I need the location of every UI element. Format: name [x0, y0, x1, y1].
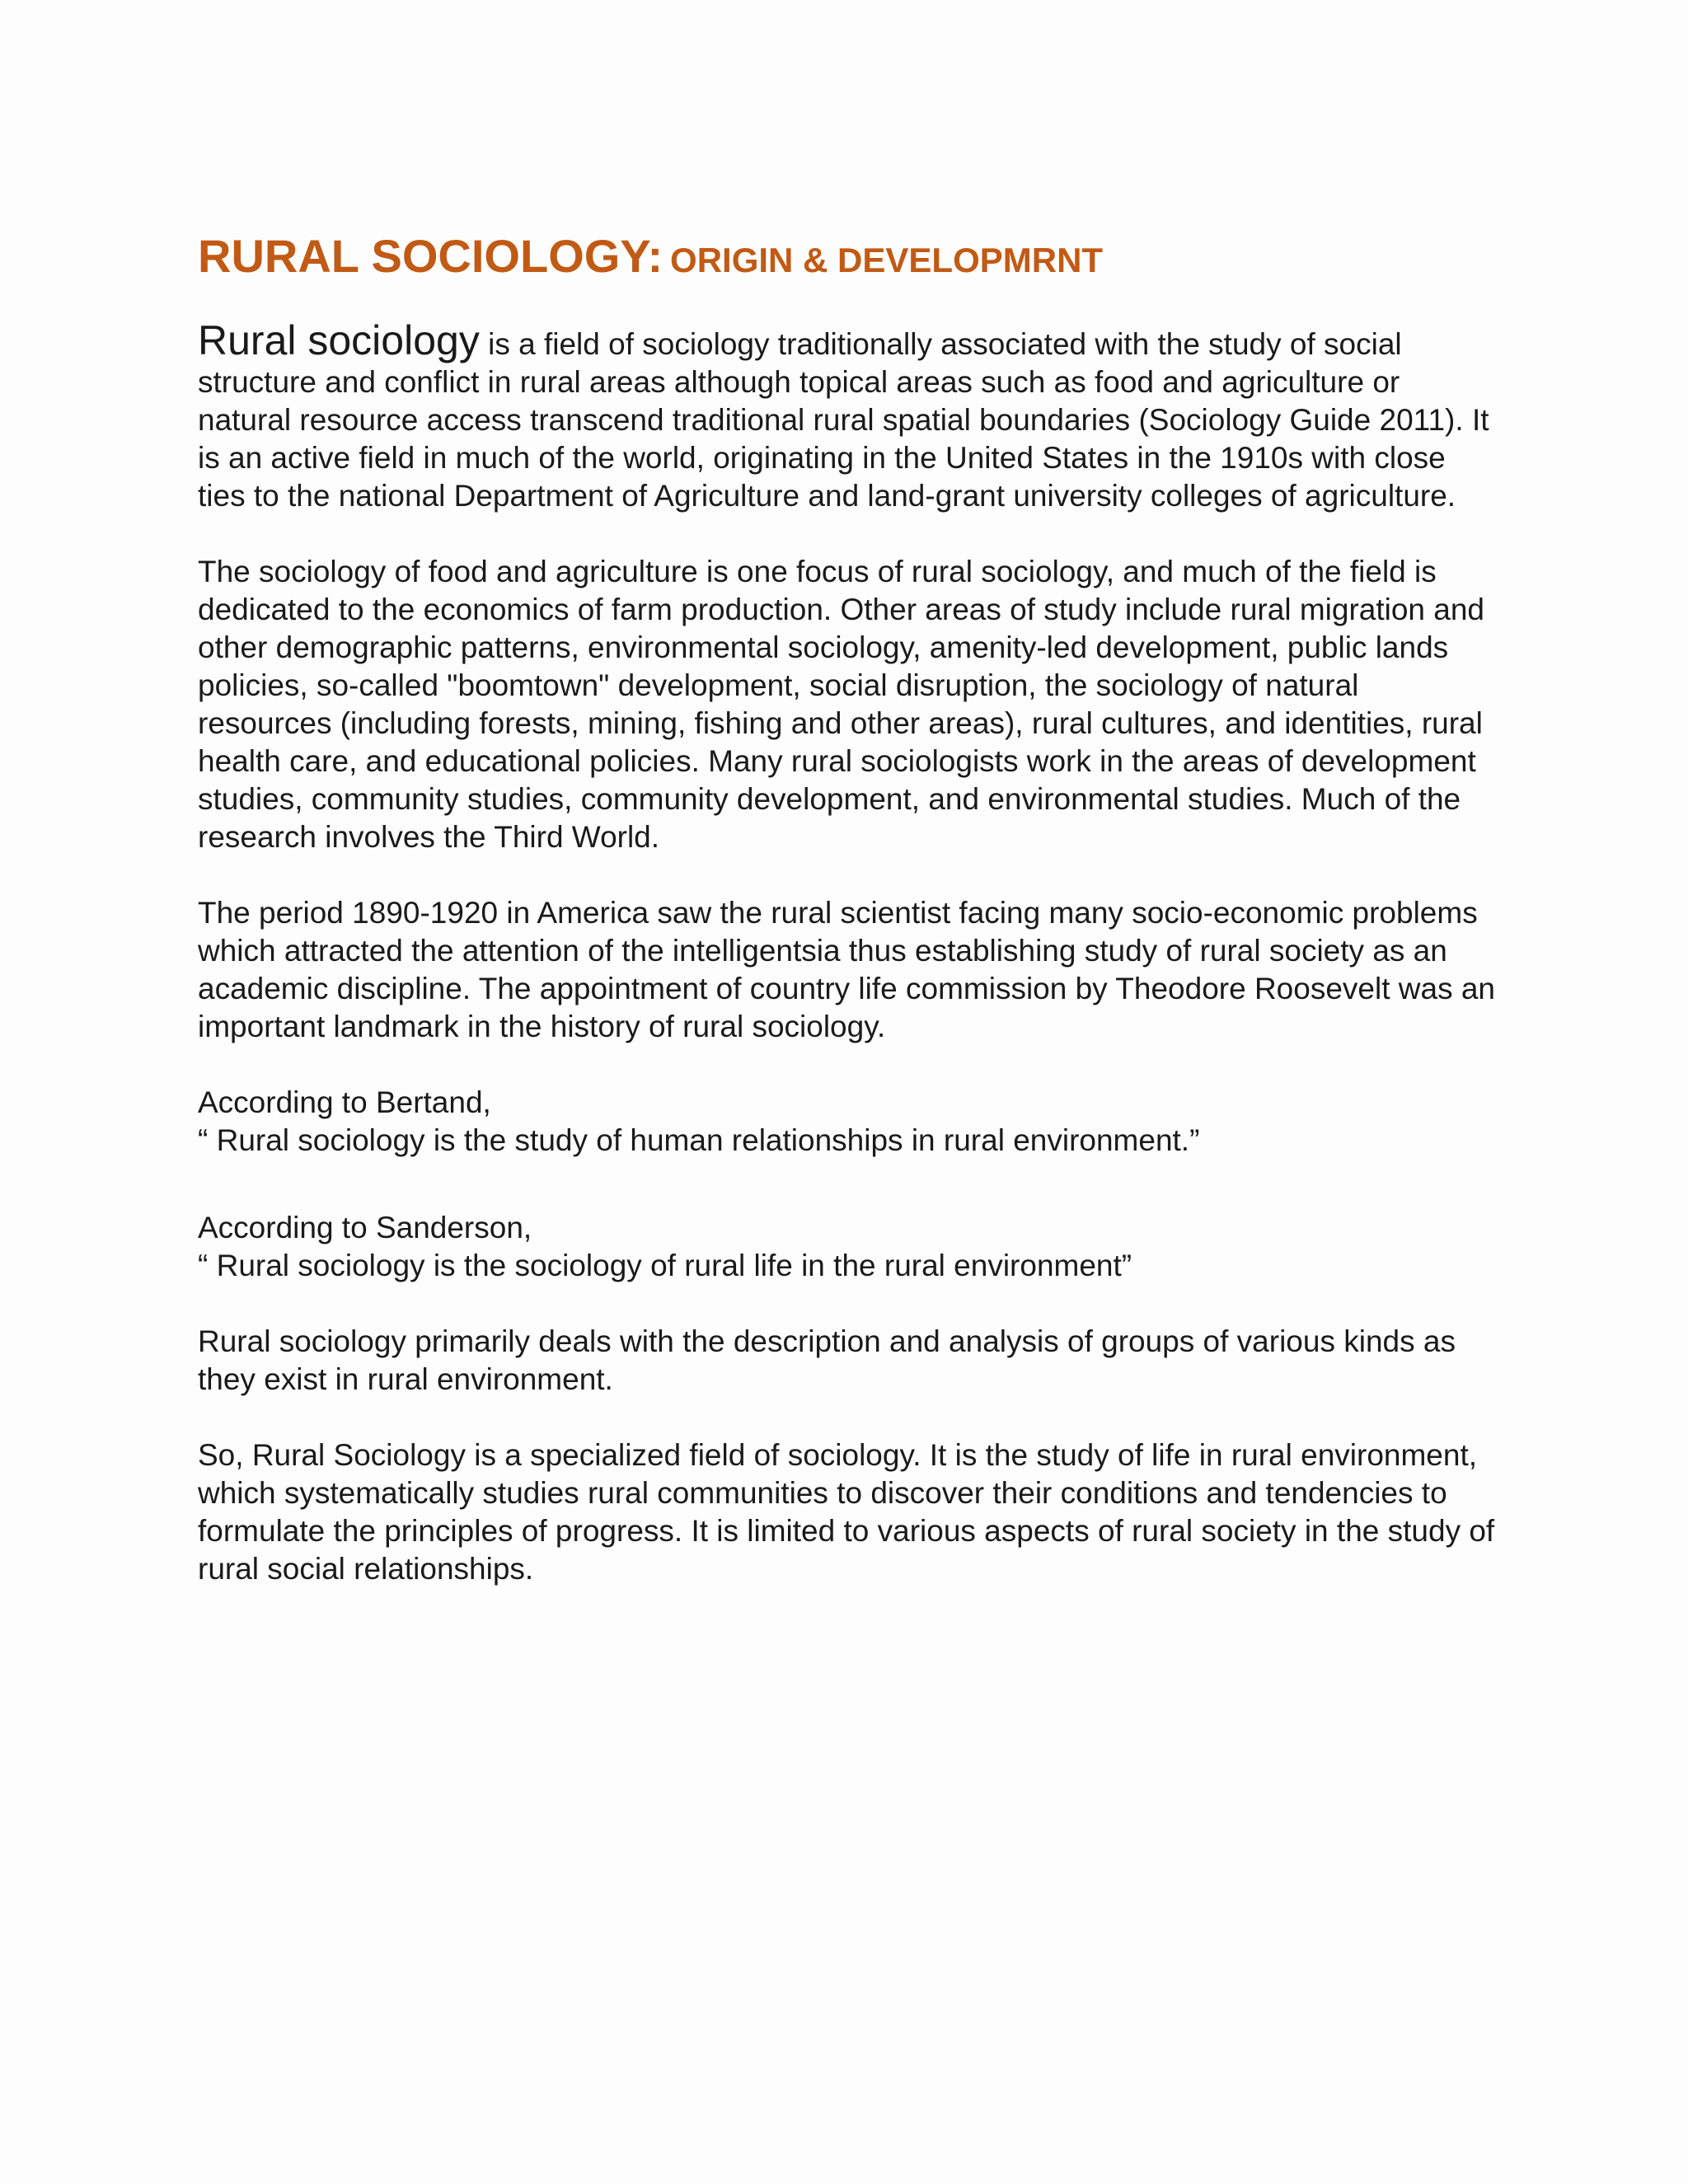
quote-bertand: [198, 1084, 1500, 1160]
quote-text: “ Rural sociology is the sociology of rural life in the rural environment”: [198, 1248, 1132, 1282]
quote-source: According to Sanderson,: [198, 1210, 532, 1244]
quote-text: “ Rural sociology is the study of human relationships in rural environment.”: [198, 1122, 1200, 1157]
title-main: RURAL SOCIOLOGY:: [198, 230, 663, 282]
title-subtitle: ORIGIN & DEVELOPMRNT: [670, 241, 1104, 279]
intro-paragraph: [198, 316, 1500, 515]
intro-text: is a field of sociology traditionally associated with the study of social structure and conflict in rural areas although topical areas such as food and agriculture or natural resource access transcend traditional rural spatial boundaries (Sociology Guide 2011). It is an active field in much of the world, originating in the United States in the 1910s with close ties to the national Department of Agriculture and land-grant university colleges of agriculture.: [198, 326, 1489, 513]
intro-term: Rural sociology: [198, 316, 480, 363]
paragraph-summary: So, Rural Sociology is a specialized field of sociology. It is the study of life in rural environment, which systematically studies rural communities to discover their conditions and tendencies to formulate the principles of progress. It is limited to various aspects of rural society in the study of rural social relationships.: [198, 1437, 1495, 1586]
quote-sanderson: [198, 1209, 1500, 1285]
quote-source: According to Bertand,: [198, 1085, 491, 1119]
document-body: [198, 231, 1500, 1626]
page-title: [198, 231, 1500, 282]
paragraph-focus-areas: The sociology of food and agriculture is one focus of rural sociology, and much of the field is dedicated to the economics of farm production. Other areas of study include rural migration and other demographic patterns, environmental sociology, amenity-led development, public lands policies, so-called "boomtown" development, social disruption, the sociology of natural resources (including forests, mining, fishing and other areas), rural cultures, and identities, rural health care, and educational policies. Many rural sociologists work in the areas of development studies, community studies, community development, and environmental studies. Much of the research involves the Third World.: [198, 554, 1485, 854]
paragraph-groups: Rural sociology primarily deals with the description and analysis of groups of various kinds as they exist in rural environment.: [198, 1324, 1456, 1396]
paragraph-history: The period 1890-1920 in America saw the rural scientist facing many socio-economic problems which attracted the attention of the intelligentsia thus establishing study of rural society as an academic discipline. The appointment of country life commission by Theodore Roosevelt was an important landmark in the history of rural sociology.: [198, 895, 1495, 1043]
